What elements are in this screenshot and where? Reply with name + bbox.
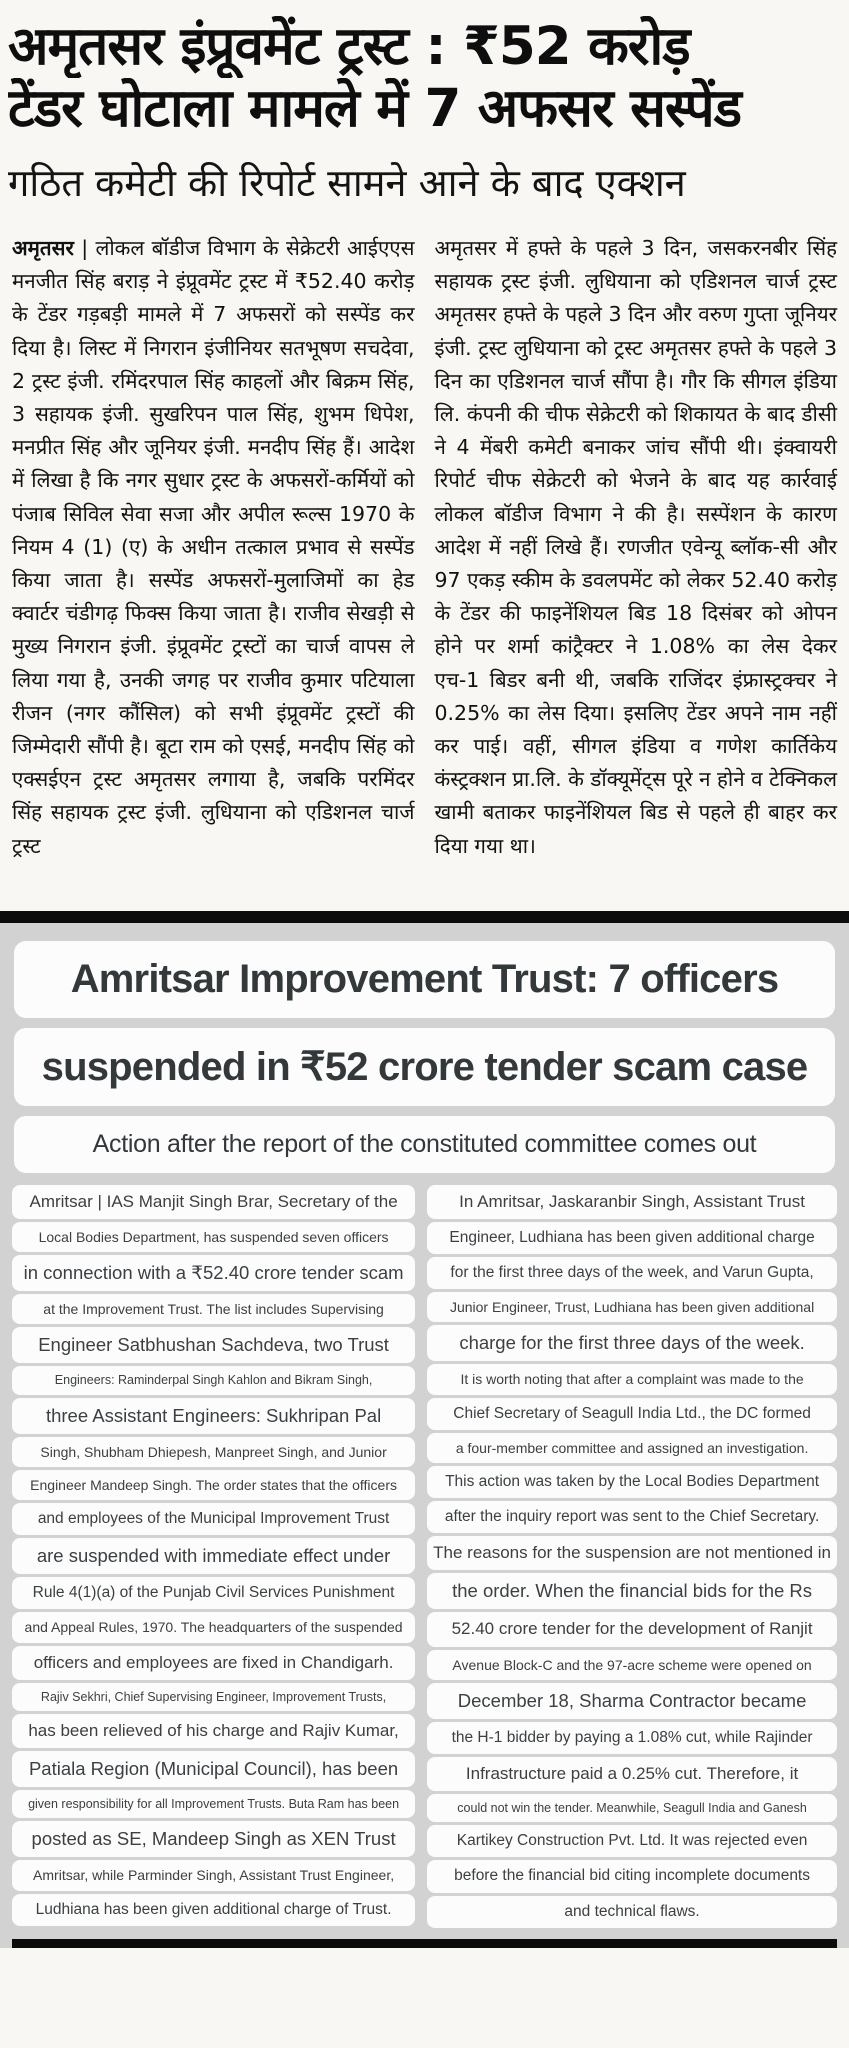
english-body-columns <box>12 1185 837 1931</box>
translated-line: charge for the first three days of the week. <box>427 1325 837 1361</box>
translated-line: Infrastructure paid a 0.25% cut. Therefore, it <box>427 1757 837 1791</box>
translated-line: are suspended with immediate effect under <box>12 1538 415 1574</box>
hindi-body-column-left <box>12 232 415 863</box>
hindi-headline-line-1: अमृतसर इंप्रूवमेंट ट्रस्ट : ₹52 करोड़ <box>8 16 690 77</box>
hindi-subheadline: गठित कमेटी की रिपोर्ट सामने आने के बाद एक्शन <box>8 161 686 205</box>
translated-line: Singh, Shubham Dhiepesh, Manpreet Singh, and Junior <box>12 1437 415 1467</box>
english-headline-line-2: suspended in ₹52 crore tender scam case <box>14 1028 835 1106</box>
translated-line: Local Bodies Department, has suspended seven officers <box>12 1222 415 1252</box>
translated-line: Amritsar | IAS Manjit Singh Brar, Secretary of the <box>12 1185 415 1219</box>
translated-line: 52.40 crore tender for the development of Ranjit <box>427 1612 837 1646</box>
translated-line: and employees of the Municipal Improvement Trust <box>12 1503 415 1535</box>
bottom-divider-bar <box>12 1939 837 1948</box>
translated-line: The reasons for the suspension are not mentioned in <box>427 1536 837 1570</box>
translated-line: officers and employees are fixed in Chandigarh. <box>12 1646 415 1680</box>
translated-line: the order. When the financial bids for the Rs <box>427 1573 837 1609</box>
translated-line: a four-member committee and assigned an investigation. <box>427 1433 837 1463</box>
translated-line: Ludhiana has been given additional charge of Trust. <box>12 1894 415 1926</box>
hindi-headline-line-2: टेंडर घोटाला मामले में 7 अफसर सस्पेंड <box>8 78 741 139</box>
english-subheadline: Action after the report of the constituted committee comes out <box>14 1116 835 1173</box>
translated-line: In Amritsar, Jaskaranbir Singh, Assistant Trust <box>427 1185 837 1219</box>
translated-line: Rule 4(1)(a) of the Punjab Civil Services Punishment <box>12 1577 415 1609</box>
translated-line: after the inquiry report was sent to the Chief Secretary. <box>427 1501 837 1533</box>
english-translation-panel <box>0 923 849 1948</box>
translated-line: and technical flaws. <box>427 1896 837 1928</box>
translated-line: Junior Engineer, Trust, Ludhiana has been given additional <box>427 1292 837 1322</box>
hindi-body-columns <box>8 232 841 863</box>
hindi-body-right-text: अमृतसर में हफ्ते के पहले 3 दिन, जसकरनबीर सिंह सहायक ट्रस्ट इंजी. लुधियाना को एडिशनल चार्ज ट्रस्ट अमृतसर हफ्ते के पहले 3 दिन और वरुण गुप्ता जूनियर इंजी. ट्रस्ट लुधियाना को ट्रस्ट अमृतसर हफ्ते के पहले 3 दिन का एडिशनल चार्ज सौंपा है। गौर कि सीगल इंडिया लि. कंपनी की चीफ सेक्रेटरी को शिकायत के बाद डीसी ने 4 मेंबरी कमेटी बनाकर जांच सौंपी थी। इंक्वायरी रिपोर्ट चीफ सेक्रेटरी को भेजने के बाद यह कार्रवाई लोकल बॉडीज विभाग ने की है। सस्पेंशन के कारण आदेश में नहीं लिखे हैं। रणजीत एवेन्यू ब्लॉक-सी और 97 एकड़ स्कीम के डवलपमेंट को लेकर 52.40 करोड़ के टेंडर की फाइनेंशियल बिड 18 दिसंबर को ओपन होने पर शर्मा कांट्रैक्टर ने 1.08% का लेस देकर एच-1 बिडर बनी थी, जबकि राजिंदर इंफ्रास्ट्रक्चर ने 0.25% का लेस दिया। इसलिए टेंडर अपने नाम नहीं कर पाई। वहीं, सीगल इंडिया व गणेश कार्तिकेय कंस्ट्रक्शन प्रा.लि. के डॉक्यूमेंट्स पूरे न होने व टेक्निकल खामी बताकर फाइनेंशियल बिड से पहले ही बाहर कर दिया गया था। <box>434 236 837 858</box>
translated-line: Rajiv Sekhri, Chief Supervising Engineer, Improvement Trusts, <box>12 1683 415 1711</box>
translated-line: Amritsar, while Parminder Singh, Assistant Trust Engineer, <box>12 1860 415 1890</box>
translated-line: Chief Secretary of Seagull India Ltd., the DC formed <box>427 1398 837 1430</box>
translated-line: It is worth noting that after a complaint was made to the <box>427 1364 837 1394</box>
hindi-dateline: अमृतसर <box>12 236 74 260</box>
translated-line: Engineers: Raminderpal Singh Kahlon and Bikram Singh, <box>12 1366 415 1394</box>
english-headline-line-1: Amritsar Improvement Trust: 7 officers <box>14 941 835 1018</box>
section-divider-bar <box>0 911 849 923</box>
translated-line: the H-1 bidder by paying a 1.08% cut, while Rajinder <box>427 1722 837 1754</box>
translated-line: and Appeal Rules, 1970. The headquarters of the suspended <box>12 1612 415 1642</box>
translated-line: Engineer, Ludhiana has been given additional charge <box>427 1222 837 1254</box>
translated-line: Avenue Block-C and the 97-acre scheme were opened on <box>427 1650 837 1680</box>
translated-line: in connection with a ₹52.40 crore tender scam <box>12 1255 415 1291</box>
hindi-body-left-text: | लोकल बॉडीज विभाग के सेक्रेटरी आईएएस मनजीत सिंह बराड़ ने इंप्रूवमेंट ट्रस्ट में ₹52.40 करोड़ के टेंडर गड़बड़ी मामले में 7 अफसरों को सस्पेंड कर दिया है। लिस्ट में निगरान इंजीनियर सतभूषण सचदेवा, 2 ट्रस्ट इंजी. रमिंदरपाल सिंह काहलों और बिक्रम सिंह, 3 सहायक इंजी. सुखरिपन पाल सिंह, शुभम धिपेश, मनप्रीत सिंह और जूनियर इंजी. मनदीप सिंह हैं। आदेश में लिखा है कि नगर सुधार ट्रस्ट के अफसरों-कर्मियों को पंजाब सिविल सेवा सजा और अपील रूल्स 1970 के नियम 4 (1) (ए) के अधीन तत्काल प्रभाव से सस्पेंड किया जाता है। सस्पेंड अफसरों-मुलाजिमों का हेड क्वार्टर चंडीगढ़ फिक्स किया जाता है। राजीव सेखड़ी से मुख्य निगरान इंजी. इंप्रूवमेंट ट्रस्टों का चार्ज वापस ले लिया गया है, उनकी जगह पर राजीव कुमार पटियाला रीजन (नगर कौंसिल) को सभी इंप्रूवमेंट ट्रस्टों की जिम्मेदारी सौंपी है। बूटा राम को एसई, मनदीप सिंह को एक्सईएन ट्रस्ट अमृतसर लगाया है, जबकि परमिंदर सिंह सहायक ट्रस्ट इंजी. लुधियाना को एडिशनल चार्ज ट्रस्ट <box>12 236 415 858</box>
translated-line: has been relieved of his charge and Rajiv Kumar, <box>12 1714 415 1748</box>
translated-line: given responsibility for all Improvement Trusts. Buta Ram has been <box>12 1790 415 1818</box>
translated-line: could not win the tender. Meanwhile, Seagull India and Ganesh <box>427 1794 837 1822</box>
english-body-column-left <box>12 1185 415 1931</box>
hindi-article-section <box>0 0 849 863</box>
translated-line: before the financial bid citing incomplete documents <box>427 1860 837 1892</box>
translated-line: Engineer Satbhushan Sachdeva, two Trust <box>12 1327 415 1363</box>
translated-line: Kartikey Construction Pvt. Ltd. It was rejected even <box>427 1825 837 1857</box>
translated-line: at the Improvement Trust. The list includes Supervising <box>12 1294 415 1324</box>
translated-line: This action was taken by the Local Bodies Department <box>427 1466 837 1498</box>
translated-line: Engineer Mandeep Singh. The order states that the officers <box>12 1470 415 1500</box>
translated-line: for the first three days of the week, and Varun Gupta, <box>427 1257 837 1289</box>
translated-line: posted as SE, Mandeep Singh as XEN Trust <box>12 1821 415 1857</box>
hindi-body-column-right <box>435 232 838 863</box>
translated-line: December 18, Sharma Contractor became <box>427 1683 837 1719</box>
english-body-column-right <box>427 1185 837 1931</box>
translated-line: Patiala Region (Municipal Council), has been <box>12 1751 415 1787</box>
translated-line: three Assistant Engineers: Sukhripan Pal <box>12 1398 415 1434</box>
